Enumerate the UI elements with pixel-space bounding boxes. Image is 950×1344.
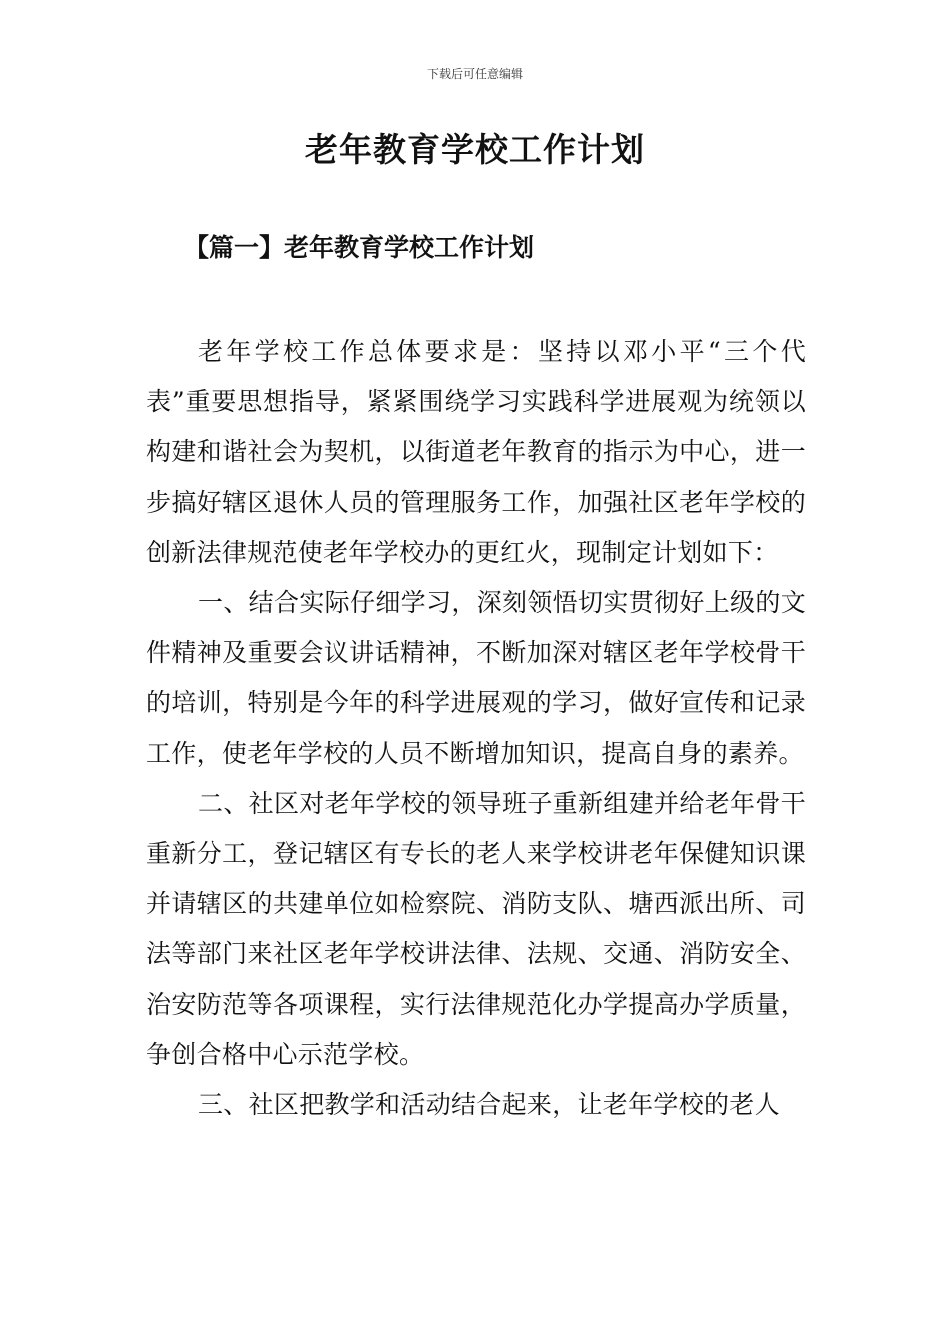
document-title: 老年教育学校工作计划 <box>305 130 645 169</box>
section-heading: 【篇一】老年教育学校工作计划 <box>184 233 535 262</box>
paragraph-item-1: 一、结合实际仔细学习，深刻领悟切实贯彻好上级的文件精神及重要会议讲话精神，不断加深对辖区老年学校骨干的培训，特别是今年的科学进展观的学习，做好宣传和记录工作，使老年学校的人员不断增加知识，提高自身的素养。 <box>146 588 806 768</box>
paragraph-item-3: 三、社区把教学和活动结合起来，让老年学校的老人 <box>198 1090 780 1120</box>
body-text <box>146 327 806 1130</box>
paragraph-intro: 老年学校工作总体要求是：坚持以邓小平“三个代表”重要思想指导，紧紧围绕学习实践科学进展观为统领以构建和谐社会为契机，以街道老年教育的指示为中心，进一步搞好辖区退休人员的管理服务工作，加强社区老年学校的创新法律规范使老年学校办的更红火，现制定计划如下： <box>146 337 806 567</box>
header-note: 下载后可任意编辑 <box>426 67 523 81</box>
paragraph-item-2: 二、社区对老年学校的领导班子重新组建并给老年骨干重新分工，登记辖区有专长的老人来学校讲老年保健知识课并请辖区的共建单位如检察院、消防支队、塘西派出所、司法等部门来社区老年学校讲法律、法规、交通、消防安全、治安防范等各项课程，实行法律规范化办学提高办学质量，争创合格中心示范学校。 <box>146 788 806 1069</box>
